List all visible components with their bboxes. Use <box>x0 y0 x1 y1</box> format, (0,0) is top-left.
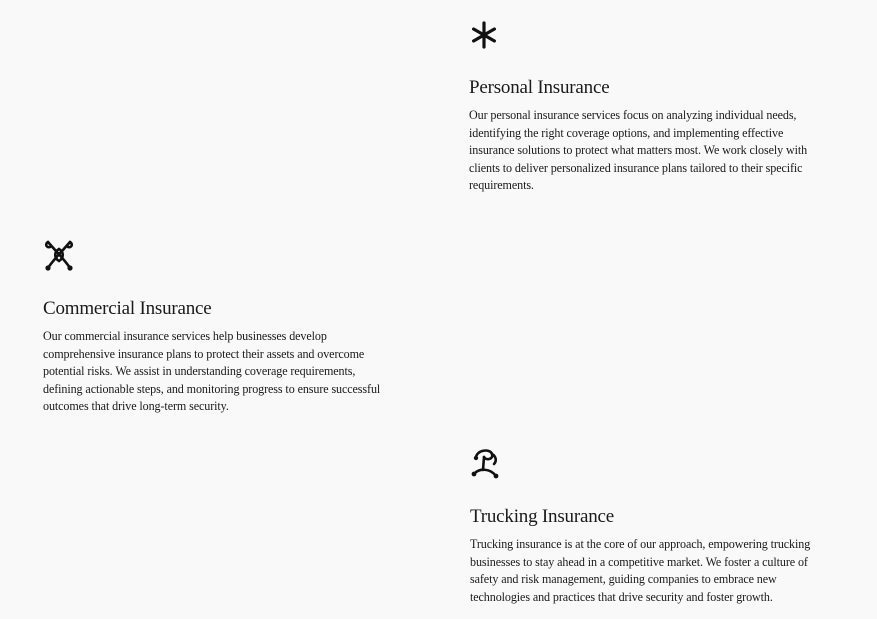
service-title: Commercial Insurance <box>43 298 212 319</box>
asterisk-icon <box>469 20 503 54</box>
service-commercial-insurance <box>43 238 388 416</box>
service-title: Personal Insurance <box>469 77 610 98</box>
service-description: Trucking insurance is at the core of our approach, empowering trucking businesses to stay ahead in a competitive market. We foster a culture of safety and risk management, guiding companies to embrace new technologies and practices that drive security and foster growth. <box>470 537 811 604</box>
ornamental-knot-icon <box>43 238 77 272</box>
service-trucking-insurance <box>470 446 815 606</box>
service-title: Trucking Insurance <box>470 506 614 527</box>
service-personal-insurance <box>469 20 814 195</box>
service-description: Our personal insurance services focus on analyzing individual needs, identifying the right coverage options, and implementing effective insurance solutions to protect what matters most. We work closely with clients to deliver personalized insurance plans tailored to their specific requirements. <box>469 108 808 193</box>
ornamental-swirl-icon <box>470 446 504 480</box>
service-description: Our commercial insurance services help businesses develop comprehensive insurance plans to protect their assets and overcome potential risks. We assist in understanding coverage requirements, defining actionable steps, and monitoring progress to ensure successful outcomes that drive long-term security. <box>43 329 381 414</box>
